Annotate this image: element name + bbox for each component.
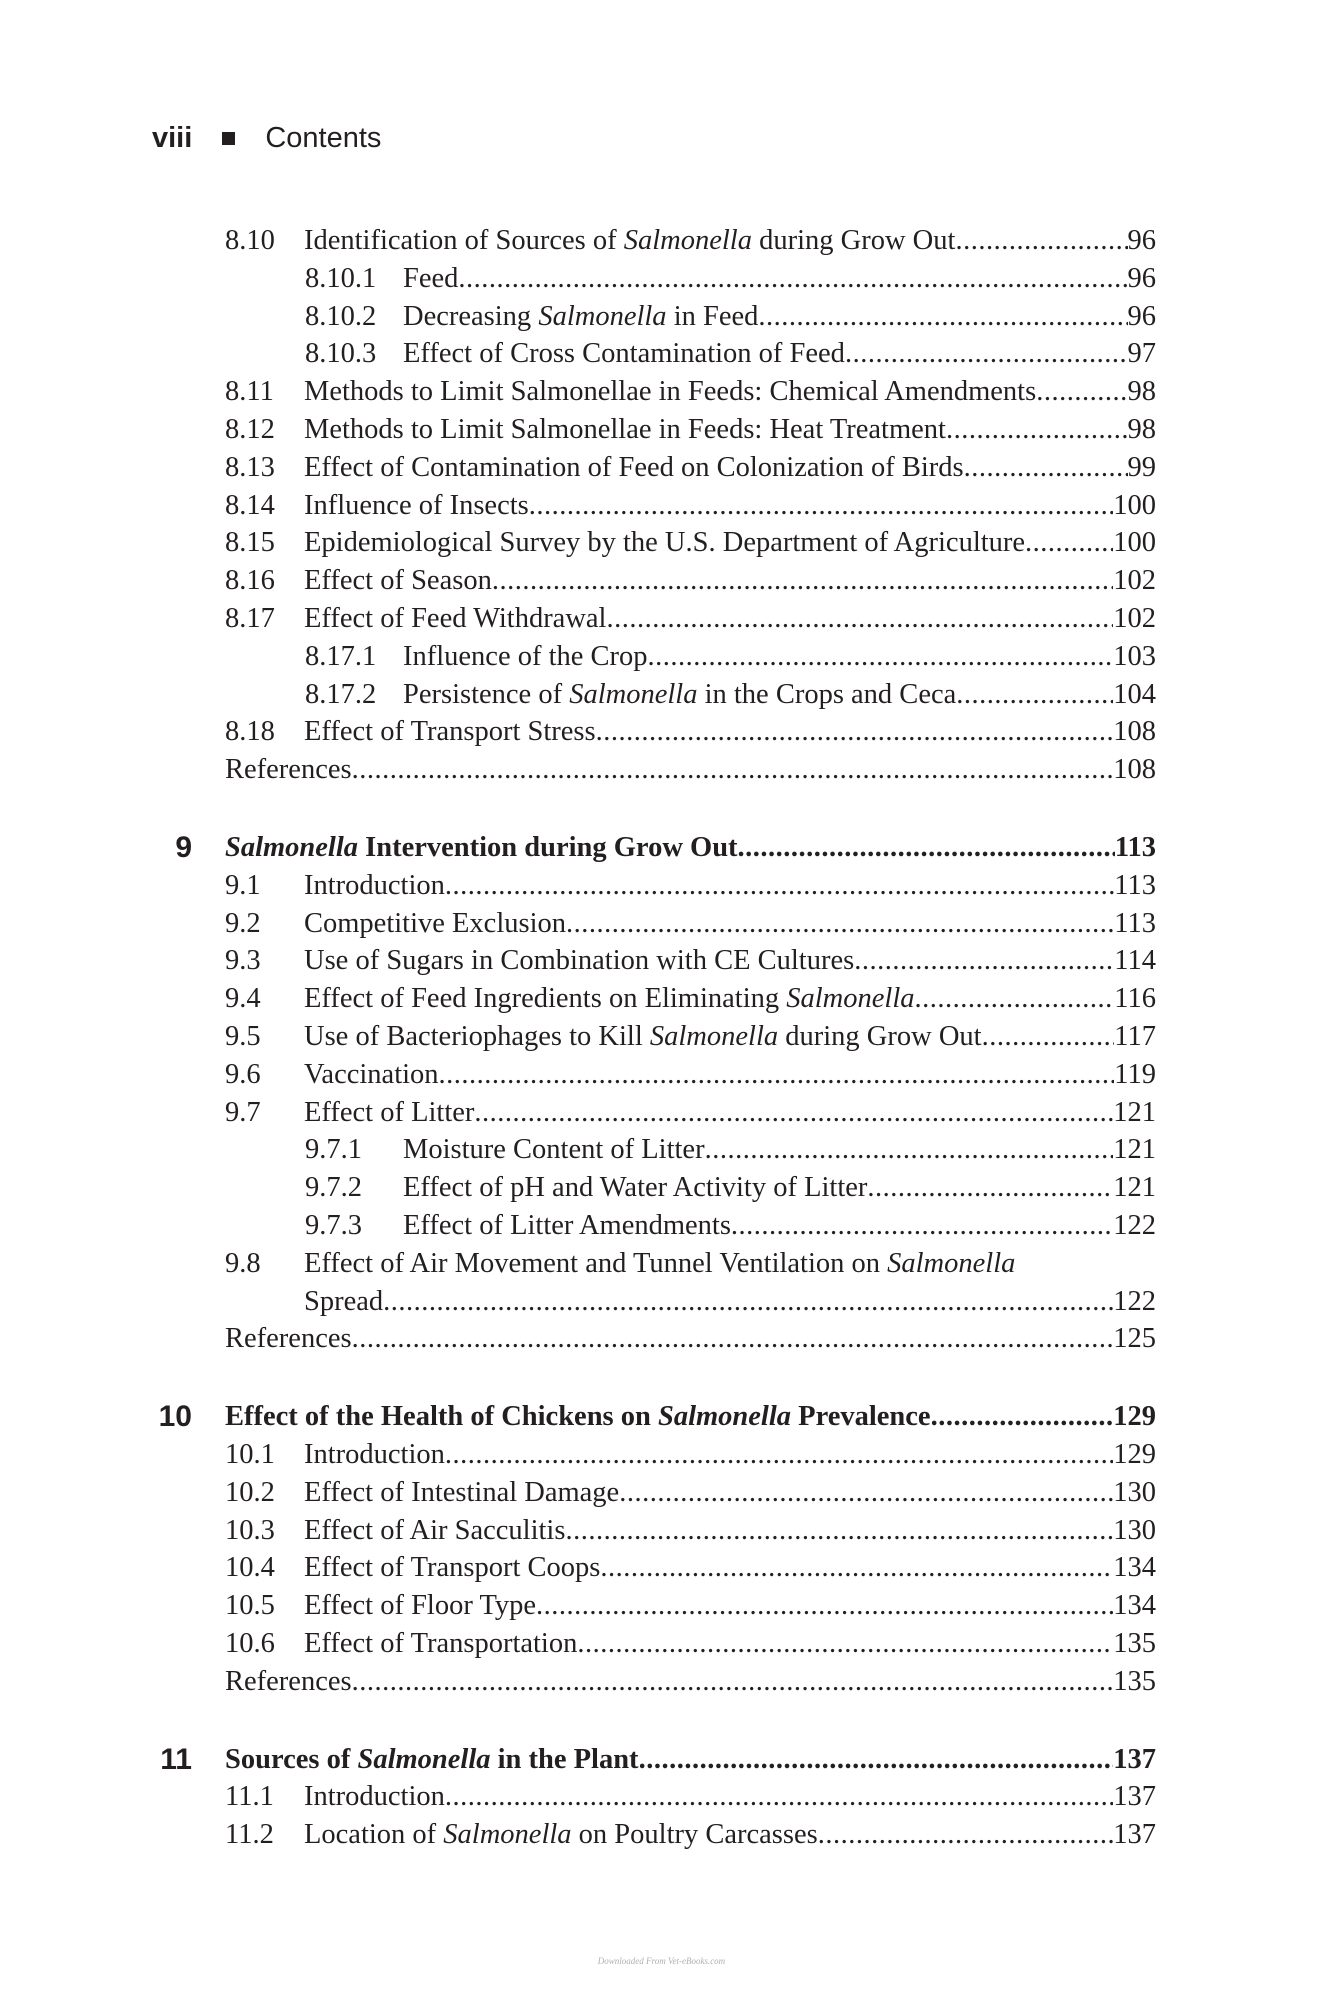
toc-section-row[interactable] <box>0 1207 1323 1245</box>
entry-title-part: Effect of Contamination of Feed on Colonization of Birds <box>304 451 964 483</box>
toc-chapter-row[interactable] <box>0 829 1323 867</box>
entry-title-part: Decreasing <box>403 300 539 332</box>
entry-line <box>304 1549 1156 1587</box>
dot-leader <box>982 1018 1115 1056</box>
entry-title-part: Influence of the Crop <box>403 640 648 672</box>
toc-section-row[interactable] <box>0 1436 1323 1474</box>
section-number: 9.7 <box>225 1096 261 1128</box>
section-number: 9.7.1 <box>305 1134 362 1166</box>
entry-title-part: during Grow Out <box>778 1021 982 1052</box>
page-ref: 125 <box>1113 1323 1156 1355</box>
entry-title <box>304 942 854 980</box>
entry-title-part: Effect of Intestinal Damage <box>304 1476 620 1508</box>
entry-title <box>304 1778 445 1816</box>
section-number: 10.1 <box>225 1439 275 1470</box>
entry-title-part: Salmonella <box>225 832 359 863</box>
entry-title <box>403 1207 731 1245</box>
page-ref: 113 <box>1114 832 1156 863</box>
dot-leader <box>738 829 1115 867</box>
page-ref: 130 <box>1113 1514 1156 1546</box>
entry-title-part: Effect of Transport Coops <box>304 1552 601 1584</box>
entry-line <box>304 1018 1156 1056</box>
page-ref: 99 <box>1127 451 1156 483</box>
dot-leader <box>492 562 1113 600</box>
section-number: 8.10.2 <box>305 300 377 332</box>
section-number: 11.2 <box>225 1819 274 1851</box>
dot-leader <box>1025 524 1113 562</box>
page-ref: 137 <box>1113 1743 1156 1775</box>
page-ref: 100 <box>1113 527 1156 559</box>
section-number: 8.17 <box>225 603 275 634</box>
running-header <box>152 118 381 158</box>
page-ref: 121 <box>1113 1172 1156 1204</box>
entry-line <box>304 411 1156 449</box>
entry-line <box>304 487 1156 525</box>
entry-line <box>225 1741 1156 1779</box>
toc-references-row[interactable] <box>0 1663 1323 1701</box>
entry-title <box>225 1398 931 1436</box>
entry-title-part: Methods to Limit Salmonellae in Feeds: Chemical Amendments <box>304 376 1037 408</box>
toc-section-row[interactable] <box>0 335 1323 373</box>
toc-section-row[interactable] <box>0 1094 1323 1132</box>
dot-leader <box>705 1131 1114 1169</box>
toc-section-row[interactable] <box>0 222 1323 260</box>
dot-leader <box>352 1320 1114 1358</box>
page-ref: 134 <box>1113 1590 1156 1622</box>
entry-title <box>304 449 964 487</box>
section-number: 8.11 <box>225 376 274 408</box>
entry-title <box>225 1320 352 1358</box>
toc-section-row[interactable] <box>0 867 1323 905</box>
entry-title-part: Prevalence <box>791 1401 931 1433</box>
entry-line <box>304 562 1156 600</box>
entry-title <box>304 1018 982 1056</box>
entry-title <box>304 1436 445 1474</box>
page-number: viii <box>152 121 193 154</box>
entry-title-part: Effect of pH and Water Activity of Litter <box>403 1172 868 1204</box>
entry-title <box>304 1474 619 1512</box>
page-ref: 113 <box>1114 907 1156 939</box>
toc-section-row[interactable] <box>0 449 1323 487</box>
bullet-square-icon <box>222 132 235 145</box>
entry-title-part: References <box>225 754 352 786</box>
section-number: 9.7.3 <box>305 1210 362 1241</box>
entry-line <box>225 1663 1156 1701</box>
page-ref: 96 <box>1127 225 1156 256</box>
dot-leader <box>445 1436 1113 1474</box>
entry-title-part: Effect of Air Movement and Tunnel Ventilation on <box>304 1247 888 1279</box>
dot-leader <box>596 713 1114 751</box>
entry-title <box>304 1283 383 1321</box>
entry-title <box>304 1625 577 1663</box>
page-ref: 100 <box>1113 489 1156 521</box>
entry-line <box>304 942 1156 980</box>
entry-title <box>304 905 566 943</box>
toc-section-row[interactable] <box>0 1245 1323 1283</box>
entry-title <box>225 829 738 867</box>
entry-title-part: Salmonella <box>658 1401 792 1433</box>
entry-title <box>304 1587 536 1625</box>
toc-section-row[interactable] <box>0 1474 1323 1512</box>
entry-line <box>304 1436 1156 1474</box>
entry-line <box>225 829 1156 867</box>
dot-leader <box>758 298 1127 336</box>
toc-section-row[interactable] <box>0 905 1323 943</box>
entry-title <box>403 1169 867 1207</box>
entry-title-part: Methods to Limit Salmonellae in Feeds: Heat Treatment <box>304 414 946 445</box>
page-ref: 98 <box>1127 376 1156 408</box>
entry-title-part: Spread <box>304 1285 384 1317</box>
entry-title <box>304 562 492 600</box>
toc-section-row[interactable] <box>0 524 1323 562</box>
page-ref: 121 <box>1113 1096 1156 1128</box>
dot-leader <box>529 487 1114 525</box>
dot-leader <box>1036 373 1127 411</box>
entry-line <box>403 1169 1156 1207</box>
entry-line <box>403 335 1156 373</box>
entry-line <box>304 1283 1156 1321</box>
page-ref: 121 <box>1113 1134 1156 1166</box>
dot-leader <box>566 905 1114 943</box>
entry-line <box>304 449 1156 487</box>
entry-title <box>304 980 915 1018</box>
page-ref: 129 <box>1113 1439 1156 1470</box>
toc-section-row[interactable] <box>0 411 1323 449</box>
page-ref: 130 <box>1113 1476 1156 1508</box>
page-ref: 108 <box>1113 716 1156 748</box>
toc-section-row[interactable] <box>0 638 1323 676</box>
dot-leader <box>445 867 1114 905</box>
entry-title-part: Effect of Feed Ingredients on Eliminating <box>304 983 787 1015</box>
entry-title <box>403 298 758 336</box>
entry-title <box>403 1131 705 1169</box>
entry-title-part: Salmonella <box>357 1743 491 1775</box>
entry-title <box>403 638 648 676</box>
entry-title-part: Epidemiological Survey by the U.S. Department of Agriculture <box>304 527 1026 559</box>
page-ref: 117 <box>1114 1021 1156 1052</box>
entry-line <box>304 600 1156 638</box>
dot-leader <box>946 411 1128 449</box>
entry-title-part: Introduction <box>304 1781 445 1813</box>
entry-title-part: Identification of Sources of <box>304 225 624 256</box>
entry-title <box>304 373 1036 411</box>
dot-leader <box>445 1778 1113 1816</box>
entry-title-part: Feed <box>403 262 459 294</box>
entry-title <box>403 676 956 714</box>
entry-title <box>304 1094 474 1132</box>
entry-title-part: Introduction <box>304 1439 445 1470</box>
section-title: Contents <box>265 121 382 154</box>
toc-section-row[interactable] <box>0 298 1323 336</box>
dot-leader <box>383 1283 1113 1321</box>
dot-leader <box>474 1094 1113 1132</box>
section-number: 10.5 <box>225 1590 275 1622</box>
entry-title-part: Effect of Litter Amendments <box>403 1210 731 1241</box>
section-number: 11.1 <box>225 1781 274 1813</box>
entry-title-part: Influence of Insects <box>304 489 529 521</box>
toc-section-row[interactable] <box>0 1056 1323 1094</box>
entry-title <box>304 1056 439 1094</box>
dot-leader <box>536 1587 1113 1625</box>
entry-line <box>304 1816 1156 1854</box>
page-ref: 119 <box>1114 1058 1156 1090</box>
entry-title-line <box>304 1245 1015 1283</box>
entry-line <box>403 638 1156 676</box>
section-number: 8.10.3 <box>305 338 377 370</box>
entry-line <box>304 524 1156 562</box>
section-number: 10.6 <box>225 1628 275 1659</box>
toc-section-row[interactable] <box>0 600 1323 638</box>
section-number: 8.10 <box>225 225 275 256</box>
entry-title-part: Introduction <box>304 869 445 901</box>
section-number: 8.13 <box>225 451 275 483</box>
entry-title-part: Salmonella <box>786 983 915 1015</box>
entry-title-part: Moisture Content of Litter <box>403 1134 705 1166</box>
toc-section-row[interactable] <box>0 1778 1323 1816</box>
entry-title <box>403 335 845 373</box>
section-number: 8.14 <box>225 489 275 521</box>
entry-line <box>304 1474 1156 1512</box>
toc-section-row[interactable] <box>0 260 1323 298</box>
entry-title-part: in the Plant <box>490 1743 639 1775</box>
entry-line <box>304 1587 1156 1625</box>
toc-chapter-row[interactable] <box>0 1398 1323 1436</box>
entry-line <box>403 298 1156 336</box>
entry-title-part: in the Crops and Ceca <box>697 678 957 710</box>
page-ref: 114 <box>1114 945 1156 977</box>
entry-title-part: Effect of Season <box>304 565 492 597</box>
dot-leader <box>845 335 1128 373</box>
page-ref: 122 <box>1113 1285 1156 1317</box>
entry-line <box>304 867 1156 905</box>
dot-leader <box>956 676 1113 714</box>
dot-leader <box>867 1169 1113 1207</box>
section-number: 8.17.1 <box>305 640 377 672</box>
page-ref: 134 <box>1113 1552 1156 1584</box>
entry-title-part: Effect of Cross Contamination of Feed <box>403 338 845 370</box>
section-number: 9.8 <box>225 1247 261 1279</box>
entry-line <box>304 1512 1156 1550</box>
page-ref: 103 <box>1113 640 1156 672</box>
toc-section-row[interactable] <box>0 980 1323 1018</box>
section-number: 8.18 <box>225 716 275 748</box>
entry-title-part: Intervention during Grow Out <box>358 832 738 863</box>
chapter-number: 9 <box>175 831 192 864</box>
toc-section-row[interactable] <box>0 713 1323 751</box>
toc-section-row[interactable] <box>0 487 1323 525</box>
entry-title <box>304 1816 818 1854</box>
entry-title-part: Salmonella <box>623 225 752 256</box>
page-ref: 108 <box>1113 754 1156 786</box>
toc-section-row[interactable] <box>0 1169 1323 1207</box>
entry-title-part: Effect of Floor Type <box>304 1590 537 1622</box>
dot-leader <box>818 1816 1114 1854</box>
dot-leader <box>731 1207 1113 1245</box>
dot-leader <box>964 449 1128 487</box>
entry-title-part: Salmonella <box>649 1021 779 1052</box>
page-ref: 96 <box>1127 300 1156 332</box>
entry-title <box>304 1248 1015 1279</box>
toc-section-row[interactable] <box>0 942 1323 980</box>
entry-line <box>304 373 1156 411</box>
entry-title <box>304 411 946 449</box>
section-number: 9.1 <box>225 869 261 901</box>
dot-leader <box>600 1549 1113 1587</box>
entry-title-part: during Grow Out <box>751 225 956 256</box>
section-number: 9.3 <box>225 945 261 977</box>
dot-leader <box>606 600 1113 638</box>
toc-references-row[interactable] <box>0 1320 1323 1358</box>
entry-line <box>225 751 1156 789</box>
section-number: 10.2 <box>225 1476 275 1508</box>
toc-section-row[interactable] <box>0 373 1323 411</box>
section-number: 10.3 <box>225 1514 275 1546</box>
dot-leader <box>854 942 1114 980</box>
entry-title <box>304 600 606 638</box>
entry-title-part: Salmonella <box>443 1819 572 1851</box>
page-ref: 104 <box>1113 678 1156 710</box>
dot-leader <box>577 1625 1113 1663</box>
entry-title <box>225 1741 639 1779</box>
entry-title-part: Vaccination <box>304 1058 439 1090</box>
section-number: 8.17.2 <box>305 678 377 710</box>
chapter-number: 10 <box>158 1400 192 1434</box>
entry-title-part: Effect of the Health of Chickens on <box>225 1401 658 1433</box>
chapter-number: 11 <box>160 1742 192 1776</box>
page-ref: 102 <box>1113 603 1156 634</box>
entry-title-part: Persistence of <box>403 678 570 710</box>
entry-title-part: Effect of Transportation <box>304 1628 578 1659</box>
entry-line <box>403 676 1156 714</box>
entry-line <box>304 1056 1156 1094</box>
entry-line <box>304 1778 1156 1816</box>
entry-title-part: Effect of Air Sacculitis <box>304 1514 566 1546</box>
page-ref: 96 <box>1127 262 1156 294</box>
toc-section-row[interactable] <box>0 676 1323 714</box>
entry-title-part: References <box>225 1323 352 1355</box>
page-ref: 135 <box>1113 1665 1156 1697</box>
entry-line <box>304 980 1156 1018</box>
toc-references-row[interactable] <box>0 751 1323 789</box>
entry-title <box>304 867 445 905</box>
entry-title <box>225 751 352 789</box>
dot-leader <box>439 1056 1115 1094</box>
toc-section-row[interactable] <box>0 562 1323 600</box>
page-ref: 102 <box>1113 565 1156 597</box>
section-number: 9.6 <box>225 1058 261 1090</box>
entry-title-part: Use of Bacteriophages to Kill <box>304 1021 650 1052</box>
toc-continuation-row[interactable] <box>0 1283 1323 1321</box>
entry-title-part: Salmonella <box>538 300 667 332</box>
entry-title-part: on Poultry Carcasses <box>571 1819 818 1851</box>
entry-title <box>225 1663 352 1701</box>
section-number: 8.16 <box>225 565 275 597</box>
dot-leader <box>648 638 1114 676</box>
entry-title-part: Competitive Exclusion <box>304 907 567 939</box>
entry-title-part: in Feed <box>666 300 759 332</box>
section-number: 8.12 <box>225 414 275 445</box>
toc-section-row[interactable] <box>0 1549 1323 1587</box>
entry-title <box>304 222 955 260</box>
dot-leader <box>931 1398 1114 1436</box>
page-ref: 135 <box>1113 1628 1156 1659</box>
dot-leader <box>352 1663 1114 1701</box>
page-ref: 137 <box>1113 1819 1156 1851</box>
section-number: 10.4 <box>225 1552 275 1584</box>
entry-title <box>304 487 529 525</box>
entry-line <box>304 222 1156 260</box>
entry-title-part: Sources of <box>225 1743 358 1775</box>
section-number: 8.15 <box>225 527 275 559</box>
entry-title <box>304 1549 600 1587</box>
page-ref: 137 <box>1113 1781 1156 1813</box>
entry-line <box>304 905 1156 943</box>
dot-leader <box>565 1512 1113 1550</box>
toc-section-row[interactable] <box>0 1131 1323 1169</box>
entry-title-part: Location of <box>304 1819 444 1851</box>
watermark: Downloaded From Vet-eBooks.com <box>597 1956 726 1966</box>
entry-line <box>403 260 1156 298</box>
entry-title-part: Salmonella <box>569 678 698 710</box>
entry-line <box>304 1625 1156 1663</box>
section-number: 9.7.2 <box>305 1172 362 1204</box>
entry-title-part: Effect of Litter <box>304 1096 475 1128</box>
page-ref: 98 <box>1127 414 1156 445</box>
dot-leader <box>458 260 1127 298</box>
dot-leader <box>352 751 1114 789</box>
toc-section-row[interactable] <box>0 1018 1323 1056</box>
section-number: 9.2 <box>225 907 261 939</box>
toc-section-row[interactable] <box>0 1625 1323 1663</box>
dot-leader <box>955 222 1127 260</box>
entry-line <box>304 1094 1156 1132</box>
entry-title-part: Effect of Transport Stress <box>304 716 596 748</box>
entry-title <box>304 1512 565 1550</box>
entry-title-part: Salmonella <box>887 1247 1016 1279</box>
dot-leader <box>639 1741 1114 1779</box>
toc-section-row[interactable] <box>0 1512 1323 1550</box>
toc-section-row[interactable] <box>0 1816 1323 1854</box>
page-ref: 116 <box>1114 983 1156 1015</box>
entry-line <box>304 713 1156 751</box>
entry-line <box>403 1131 1156 1169</box>
entry-line <box>225 1320 1156 1358</box>
entry-line <box>225 1398 1156 1436</box>
section-number: 9.5 <box>225 1021 261 1052</box>
entry-title <box>304 524 1025 562</box>
entry-title <box>304 713 596 751</box>
page-ref: 113 <box>1114 869 1156 901</box>
page-ref: 122 <box>1113 1210 1156 1241</box>
dot-leader <box>619 1474 1113 1512</box>
entry-title-part: Effect of Feed Withdrawal <box>304 603 607 634</box>
entry-title <box>403 260 458 298</box>
section-number: 9.4 <box>225 983 261 1015</box>
section-number: 8.10.1 <box>305 262 377 294</box>
entry-title-part: Use of Sugars in Combination with CE Cultures <box>304 945 855 977</box>
page-ref: 129 <box>1113 1401 1156 1433</box>
dot-leader <box>915 980 1115 1018</box>
entry-title-part: References <box>225 1665 352 1697</box>
toc-section-row[interactable] <box>0 1587 1323 1625</box>
toc-chapter-row[interactable] <box>0 1741 1323 1779</box>
page-ref: 97 <box>1127 338 1156 370</box>
entry-line <box>403 1207 1156 1245</box>
